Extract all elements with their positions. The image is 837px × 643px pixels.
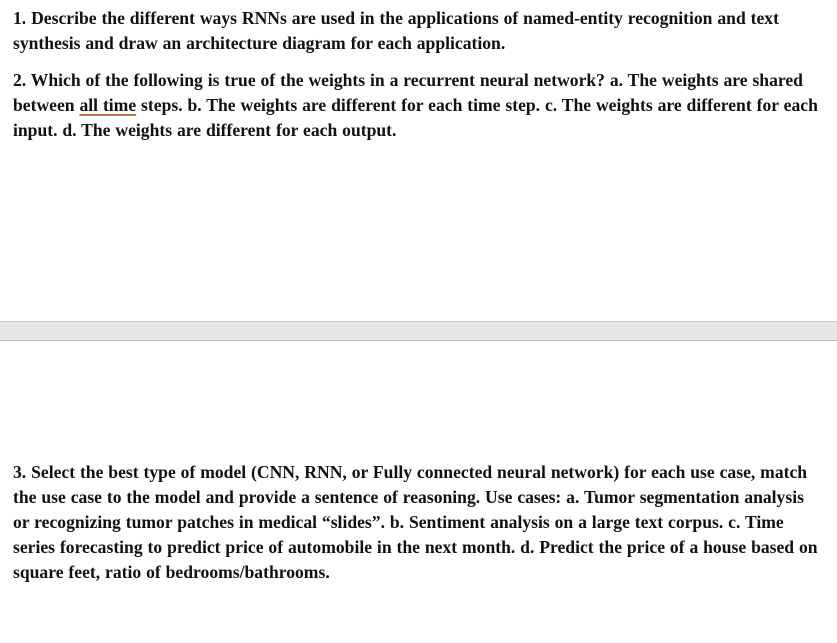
question-2-text-after: steps. b. The weights are different for each time step. c. The weights are different for each input. d. The weights are different for each output.	[13, 95, 818, 140]
page-divider	[0, 321, 837, 341]
question-1: 1. Describe the different ways RNNs are used in the applications of named-entity recognition and text synthesis and draw an architecture diagram for each application.	[13, 8, 779, 53]
spellcheck-underlined-phrase[interactable]: all time	[79, 95, 137, 115]
question-2-text-before: 2. Which of the following is true of the weights in a recurrent neural network? a. The weights are shared between	[13, 70, 803, 115]
question-3: 3. Select the best type of model (CNN, RNN, or Fully connected neural network) for each use case, match the use case to the model and provide a sentence of reasoning. Use cases: a. Tumor segmentation analysis or recognizing tumor patches in medical “slides”. b. Sentiment analysis on a large text corpus. c. Time series forecasting to predict price of automobile in the next month. d. Predict the price of a house based on square feet, ratio of bedrooms/bathrooms.	[13, 462, 818, 582]
question-2	[13, 68, 818, 143]
